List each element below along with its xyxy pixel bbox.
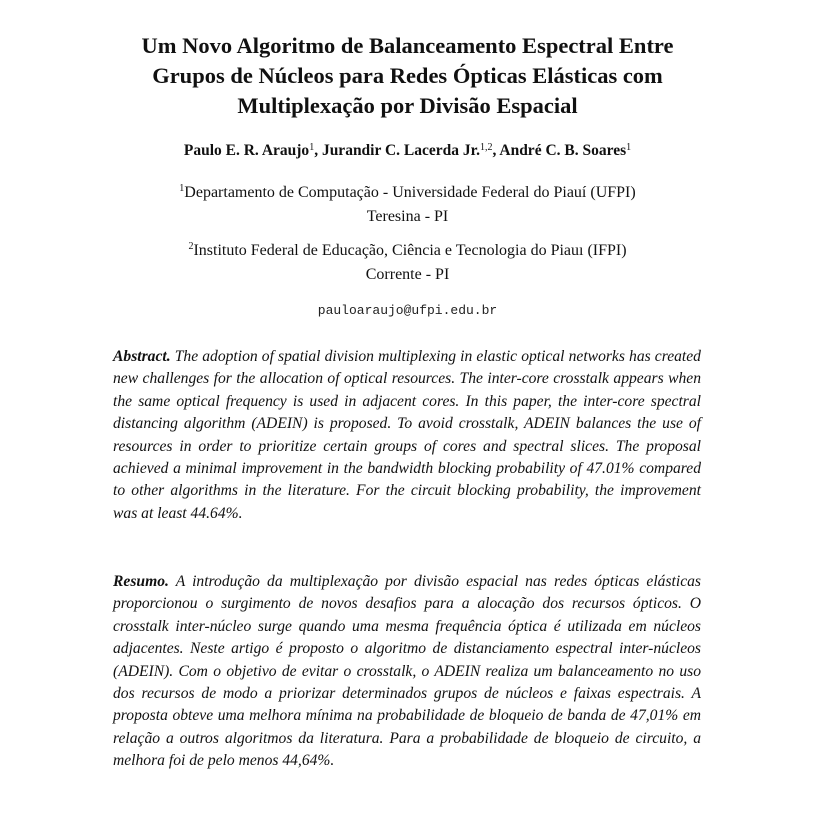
- abstract-section: [113, 346, 701, 525]
- resumo-text: A introdução da multiplexação por divisão espacial nas redes ópticas elásticas proporcionou o surgimento de novos desafios para a alocação dos recursos ópticos. O crosstalk inter-núcleo surge quando uma mesma frequência óptica é utilizada em núcleos adjacentes. Neste artigo é proposto o algoritmo de distanciamento espectral inter-núcleos (ADEIN). Com o objetivo de evitar o crosstalk, o ADEIN realiza um balanceamento no uso dos recursos de modo a priorizar determinados grupos de núcleos e faixas espectrais. A proposta obteve uma melhora mínima na probabilidade de bloqueio de banda de 47,01% em relação a outros algoritmos da literatura. Para a probabilidade de bloqueio de circuito, a melhora foi de pelo menos 44,64%.: [113, 573, 701, 770]
- affiliation-location: Teresina - PI: [366, 208, 449, 225]
- affiliation-institution: Instituto Federal de Educação, Ciência e Tecnologia do Piauı (IFPI): [193, 242, 627, 259]
- title-line: Um Novo Algoritmo de Balanceamento Espectral Entre: [141, 33, 674, 58]
- author-affiliation-mark: 1: [626, 142, 632, 153]
- author-separator: ,: [314, 142, 322, 159]
- resumo-section: [113, 571, 701, 773]
- title-line: Multiplexação por Divisão Espacial: [237, 93, 578, 118]
- affiliation: [40, 181, 775, 229]
- author-name: André C. B. Soares: [499, 142, 627, 159]
- affiliation-mark: 2: [188, 241, 194, 252]
- paper-title: [60, 31, 755, 121]
- author-name: Jurandir C. Lacerda Jr.: [321, 142, 480, 159]
- affiliation: [40, 239, 775, 287]
- author-separator: ,: [492, 142, 500, 159]
- affiliation-institution: Departamento de Computação - Universidade Federal do Piauí (UFPI): [184, 184, 636, 201]
- abstract-text: The adoption of spatial division multiplexing in elastic optical networks has created new challenges for the allocation of optical resources. The inter-core crosstalk appears when the same optical frequency is used in adjacent cores. In this paper, the inter-core spectral distancing algorithm (ADEIN) is proposed. To avoid crosstalk, ADEIN balances the use of resources in order to prioritize certain groups of cores and spectral slices. The proposal achieved a minimal improvement in the bandwidth blocking probability of 47.01% compared to other algorithms in the literature. For the circuit blocking probability, the improvement was at least 44.64%.: [113, 348, 701, 522]
- affiliation-mark: 1: [179, 183, 185, 194]
- author-affiliation-mark: 1: [309, 142, 315, 153]
- resumo-label: Resumo.: [113, 573, 169, 590]
- author-name: Paulo E. R. Araujo: [183, 142, 310, 159]
- author-affiliation-mark: 1,2: [479, 142, 493, 153]
- affiliation-location: Corrente - PI: [365, 266, 450, 283]
- author-list: [40, 140, 775, 162]
- abstract-label: Abstract.: [113, 348, 171, 365]
- contact-email: pauloaraujo@ufpi.edu.br: [317, 303, 498, 318]
- title-line: Grupos de Núcleos para Redes Ópticas Elásticas com: [152, 63, 663, 88]
